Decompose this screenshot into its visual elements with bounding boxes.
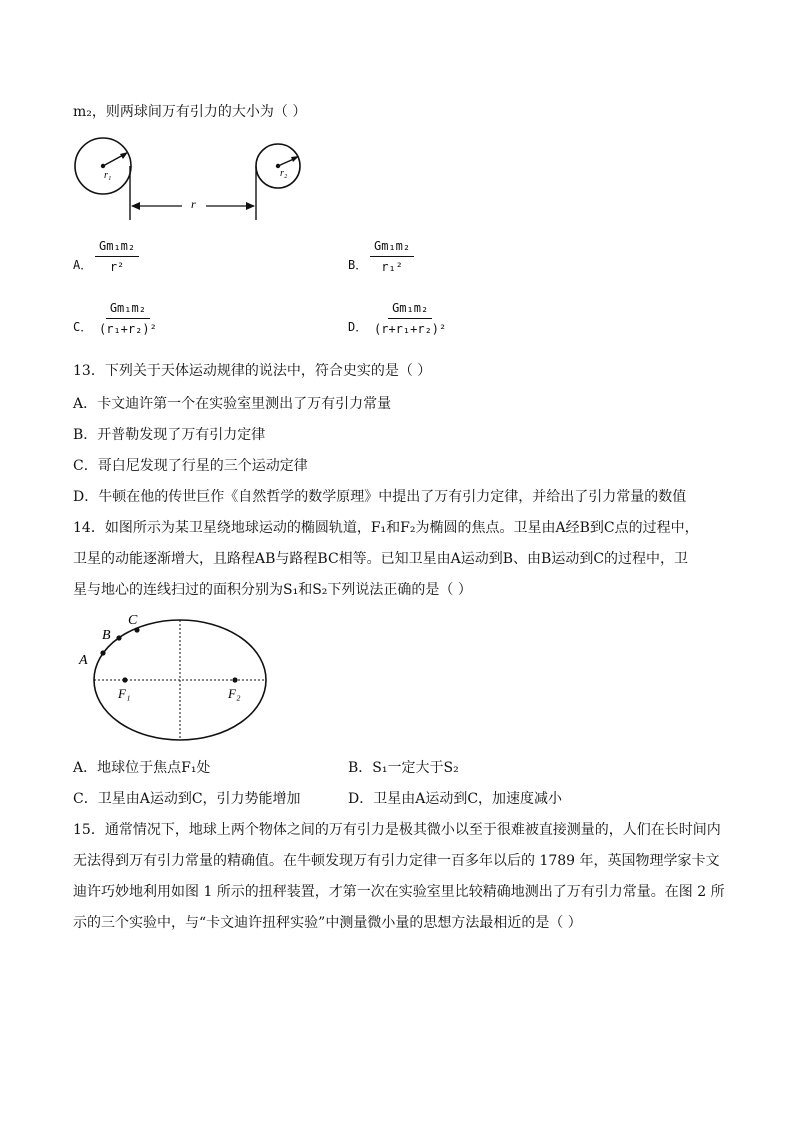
q14-stem-line-2: 卫星的动能逐渐增大，且路程AB与路程BC相等。已知卫星由A运动到B、由B运动到C的过程中，卫 — [73, 551, 689, 567]
label-r2: r₂ — [280, 168, 288, 179]
point-c — [134, 627, 139, 632]
fraction: $\frac{\text{Gm₁m₂}}{\text{r²}}$ — [95, 238, 139, 275]
q13-option-c[interactable]: C．哥白尼发现了行星的三个运动定律 — [73, 458, 308, 474]
q13-stem: 13．下列关于天体运动规律的说法中，符合史实的是（ ） — [73, 363, 432, 379]
q14-orbit-figure — [74, 610, 274, 750]
label-r1: r₁ — [104, 170, 112, 181]
fraction: $\frac{\text{Gm₁m₂}}{\text{r₁²}}$ — [370, 238, 414, 275]
fraction: $\frac{\text{Gm₁m₂}}{\text{(r+r₁+r₂)²}}$ — [374, 301, 447, 336]
focus-f2 — [232, 677, 237, 682]
fraction: $\frac{\text{Gm₁m₂}}{\text{(r₁+r₂)²}}$ — [99, 301, 157, 336]
svg-text:F₁: F₁ — [118, 686, 131, 701]
q14-option-d[interactable]: D．卫星由A运动到C，加速度减小 — [348, 791, 563, 807]
q12-tail-text: m₂，则两球间万有引力的大小为（ ） — [73, 104, 307, 120]
label-r: r — [191, 197, 196, 211]
q14-option-b[interactable]: B．S₁一定大于S₂ — [348, 760, 459, 776]
svg-text:C: C — [128, 613, 138, 628]
q14-stem-line-3: 星与地心的连线扫过的面积分别为S₁和S₂下列说法正确的是（ ） — [73, 582, 472, 598]
focus-f1 — [122, 677, 127, 682]
q14-option-a[interactable]: A．地球位于焦点F₁处 — [73, 760, 211, 776]
point-a — [100, 650, 105, 655]
q13-option-b[interactable]: B．开普勒发现了万有引力定律 — [73, 427, 266, 443]
q15-stem-line-1: 15．通常情况下，地球上两个物体之间的万有引力是极其微小以至于很难被直接测量的，人们在长时间内 — [73, 822, 721, 838]
q15-stem-line-2: 无法得到万有引力常量的精确值。在牛顿发现万有引力定律一百多年以后的 1789 年，英国物理学家卡文 — [73, 853, 720, 869]
svg-text:A: A — [79, 653, 88, 668]
q14-option-c[interactable]: C．卫星由A运动到C，引力势能增加 — [73, 791, 301, 807]
exam-page: m₂，则两球间万有引力的大小为（ ） r₁ r₂ r A． $\frac{\text{Gm₁m₂}}{\text{r²}}$ B． $\frac{\text{Gm₁m₂}}{\text{r₁²}}$ C． $\frac{\text{Gm₁m₂}}{\text{(r₁+r₂)²}}$ D． $\frac{\text{Gm₁m₂}}{\text{(r+r₁+r₂)²}}$ 13．下列关于天体运动规律的说法中，符合史实的是（ ） A．卡文迪许第一个在实验室里测出了万有引力常量 B．开普勒发现了万有引力定律 C．哥白尼发现了行星的三个运动定律 D．牛顿在他的传世巨作《自然哲学的数学原理》中提出了万有引力定律，并给出了引力常量的数值 14．如图所示为某卫星绕地球运动的椭圆轨道，F₁和F₂为椭圆的焦点。卫星由A经B到C点的过程中， 卫星的动能逐渐增大，且路程AB与路程BC相等。已知卫星由A运动到B、由B运动到C的过程中，卫 星与地心的连线扫过的面积分别为S₁和S₂下列说法正确的是（ ） A B C F₁ F₂ A．地球位于焦点F₁处 B．S₁一定大于S₂ C．卫星由A运动到C，引力势能增加 D．卫星由A运动到C，加速度减小 15．通常情况下，地球上两个物体之间的万有引力是极其微小以至于很难被直接测量的，人们在长时间内 无法得到万有引力常量的精确值。在牛顿发现万有引力定律一百多年以后的 1789 年，英国物理学家卡文 迪许巧妙地利用如图 1 所示的扭秤装置，才第一次在实验室里比较精确地测出了万有引力常量。在图 2 所 示的三个实验中，与“卡文迪许扭秤实验”中测量微小量的思想方法最相近的是（ ） — [0, 0, 794, 1123]
svg-text:F₂: F₂ — [228, 686, 241, 701]
point-b — [116, 635, 121, 640]
q13-option-a[interactable]: A．卡文迪许第一个在实验室里测出了万有引力常量 — [73, 396, 392, 412]
q14-stem-line-1: 14．如图所示为某卫星绕地球运动的椭圆轨道，F₁和F₂为椭圆的焦点。卫星由A经B到C点的过程中， — [73, 520, 699, 536]
q15-stem-line-4: 示的三个实验中，与“卡文迪许扭秤实验”中测量微小量的思想方法最相近的是（ ） — [73, 915, 582, 931]
q12-spheres-figure — [70, 134, 310, 226]
q13-option-d[interactable]: D．牛顿在他的传世巨作《自然哲学的数学原理》中提出了万有引力定律，并给出了引力常量的数值 — [73, 489, 687, 505]
q15-stem-line-3: 迪许巧妙地利用如图 1 所示的扭秤装置，才第一次在实验室里比较精确地测出了万有引力常量。在图 2 所 — [73, 884, 725, 900]
svg-text:B: B — [102, 628, 111, 643]
